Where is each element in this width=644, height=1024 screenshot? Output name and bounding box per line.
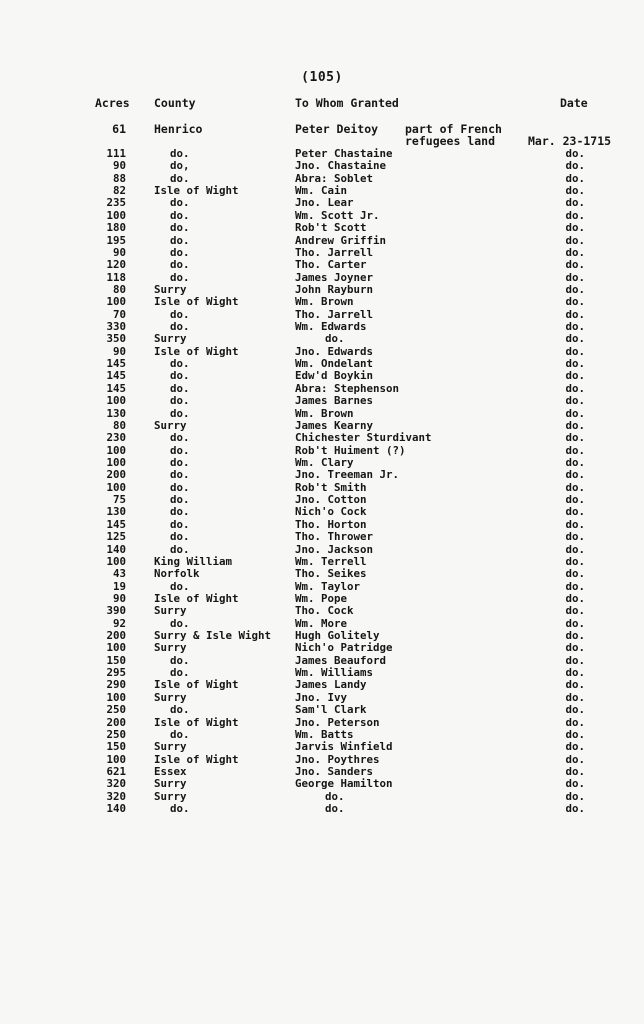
table-row <box>0 568 644 580</box>
acres-cell: 100 <box>106 208 126 222</box>
date-cell: do. <box>565 406 585 420</box>
county-cell: do. <box>170 270 190 284</box>
date-cell: do. <box>565 196 585 210</box>
table-row <box>0 741 644 753</box>
grantee-cell: Wm. Clary <box>295 456 354 469</box>
county-cell: do. <box>170 468 190 482</box>
acres-cell: 90 <box>112 245 126 259</box>
date-cell: do. <box>565 752 585 766</box>
county-cell: do. <box>170 320 190 334</box>
county-cell: do. <box>170 579 190 593</box>
table-row <box>0 791 644 803</box>
acres-cell: 180 <box>106 221 126 235</box>
table-row <box>0 679 644 691</box>
acres-cell: 140 <box>106 802 126 816</box>
acres-cell: 330 <box>106 320 126 334</box>
acres-cell: 61 <box>112 122 126 136</box>
acres-cell: 100 <box>106 394 126 408</box>
date-cell: do. <box>565 431 585 445</box>
date-cell: do. <box>565 184 585 198</box>
grantee-cell: Nich'o Patridge <box>295 641 393 655</box>
date-cell: do. <box>565 690 585 704</box>
acres-cell: 100 <box>106 641 126 655</box>
grantee-cell: Tho. Jarrell <box>295 307 374 321</box>
date-cell: do. <box>565 344 585 358</box>
date-cell: do. <box>565 802 585 816</box>
header-grantee: To Whom Granted <box>295 96 399 110</box>
date-cell: do. <box>565 159 585 173</box>
grantee-cell: Abra: Soblet <box>295 171 374 185</box>
acres-cell: 92 <box>112 616 126 630</box>
date-cell: do. <box>565 604 585 618</box>
county-cell: do. <box>170 456 190 469</box>
acres-cell: 80 <box>112 418 126 432</box>
grantee-cell: Sam'l Clark <box>295 703 367 717</box>
county-cell: Surry <box>154 777 187 791</box>
acres-cell: 100 <box>106 690 126 704</box>
grantee-cell: Wm. Brown <box>295 406 354 420</box>
grantee-cell: Jno. Lear <box>295 196 354 210</box>
date-cell: do. <box>565 307 585 321</box>
acres-cell: 621 <box>106 765 126 778</box>
grantee-cell: Wm. Scott Jr. <box>295 208 380 222</box>
grantee-cell: James Beauford <box>295 653 387 667</box>
grantee-cell: Abra: Stephenson <box>295 381 400 395</box>
date-cell: do. <box>565 666 585 680</box>
county-cell: do. <box>170 171 190 185</box>
county-cell: Surry <box>154 604 187 618</box>
date-cell: do. <box>565 208 585 222</box>
acres-cell: 100 <box>106 554 126 568</box>
date-cell: do. <box>565 468 585 482</box>
acres-cell: 75 <box>112 493 126 507</box>
grantee-cell: George Hamilton <box>295 777 393 791</box>
grantee-cell: Hugh Golitely <box>295 629 380 643</box>
date-cell: do. <box>565 394 585 408</box>
acres-cell: 250 <box>106 703 126 717</box>
date-cell: do. <box>565 542 585 556</box>
acres-cell: 320 <box>106 777 126 791</box>
table-row <box>0 296 644 308</box>
grantee-cell: Wm. Taylor <box>295 579 361 593</box>
grantee-cell: do. <box>325 789 345 803</box>
table-row <box>0 803 644 815</box>
table-row <box>0 605 644 617</box>
date-cell: do. <box>565 517 585 531</box>
grantee-cell: Tho. Horton <box>295 517 367 531</box>
county-cell: do. <box>170 394 190 408</box>
acres-cell: 320 <box>106 789 126 803</box>
county-cell: do. <box>170 517 190 531</box>
header-acres: Acres <box>95 96 130 110</box>
acres-cell: 125 <box>106 530 126 544</box>
grantee-cell: Jno. Chastaine <box>295 159 387 173</box>
acres-cell: 88 <box>112 171 126 185</box>
county-cell: Isle of Wight <box>154 591 239 605</box>
grantee-cell: Jarvis Winfield <box>295 740 393 754</box>
acres-cell: 230 <box>106 431 126 445</box>
table-row <box>0 370 644 382</box>
date-cell: do. <box>565 493 585 507</box>
date-cell: do. <box>565 715 585 729</box>
table-row <box>0 704 644 716</box>
county-cell: Isle of Wight <box>154 715 239 729</box>
grantee-cell: James Kearny <box>295 418 374 432</box>
county-cell: do. <box>170 616 190 630</box>
date-cell: do. <box>565 591 585 605</box>
acres-cell: 200 <box>106 629 126 643</box>
table-row <box>0 395 644 407</box>
acres-cell: 90 <box>112 159 126 173</box>
county-cell: do. <box>170 542 190 556</box>
table-row <box>0 432 644 444</box>
date-cell: do. <box>565 245 585 259</box>
table-row <box>0 222 644 234</box>
date-cell: do. <box>565 641 585 655</box>
county-cell: Surry <box>154 789 187 803</box>
county-cell: do. <box>170 530 190 544</box>
acres-cell: 140 <box>106 542 126 556</box>
date-cell: do. <box>565 480 585 494</box>
date-cell: do. <box>565 381 585 395</box>
county-cell: do. <box>170 653 190 667</box>
county-cell: Surry & Isle Wight <box>154 629 272 643</box>
date-cell: do. <box>565 443 585 457</box>
date-cell: do. <box>565 418 585 432</box>
date-cell: do. <box>565 270 585 284</box>
county-cell: Isle of Wight <box>154 678 239 692</box>
date-cell: do. <box>565 727 585 741</box>
county-cell: do. <box>170 233 190 247</box>
county-cell: Isle of Wight <box>154 295 239 309</box>
county-cell: do. <box>170 666 190 680</box>
date-cell: do. <box>565 221 585 235</box>
county-cell: Isle of Wight <box>154 184 239 198</box>
county-cell: do. <box>170 147 190 160</box>
grantee-cell: Jno. Cotton <box>295 493 367 507</box>
acres-cell: 145 <box>106 369 126 383</box>
date-cell: do. <box>565 456 585 469</box>
date-cell: do. <box>565 282 585 296</box>
acres-cell: 195 <box>106 233 126 247</box>
county-cell: do. <box>170 480 190 494</box>
note-line-2: refugees land <box>405 134 496 148</box>
table-row <box>0 321 644 333</box>
acres-cell: 100 <box>106 752 126 766</box>
grantee-cell: Jno. Treeman Jr. <box>295 468 400 482</box>
date-cell: do. <box>565 171 585 185</box>
county-cell: do. <box>170 443 190 457</box>
date-cell: do. <box>565 678 585 692</box>
acres-cell: 350 <box>106 332 126 346</box>
county-cell: Norfolk <box>154 567 200 581</box>
date-cell: do. <box>565 703 585 717</box>
grantee-cell: Wm. Batts <box>295 727 354 741</box>
date-cell: do. <box>565 530 585 544</box>
county-cell: Surry <box>154 332 187 346</box>
date-cell: do. <box>565 147 585 160</box>
acres-cell: 43 <box>112 567 126 581</box>
grantee-cell: Chichester Sturdivant <box>295 431 432 445</box>
table-row <box>0 506 644 518</box>
county-cell: Essex <box>154 765 187 778</box>
grantee-cell: Jno. Jackson <box>295 542 374 556</box>
grantee-cell: Wm. Ondelant <box>295 357 374 371</box>
date-cell: do. <box>565 233 585 247</box>
grantee-cell: Peter Chastaine <box>295 147 393 160</box>
acres-cell: 111 <box>106 147 126 160</box>
grantee-cell: John Rayburn <box>295 282 374 296</box>
page-number: (105) <box>301 70 343 85</box>
grantee-cell: Jno. Poythres <box>295 752 380 766</box>
grantee-cell: Wm. More <box>295 616 348 630</box>
table-row <box>0 197 644 209</box>
grantee-cell: Nich'o Cock <box>295 505 367 519</box>
acres-cell: 200 <box>106 715 126 729</box>
county-cell: do. <box>170 208 190 222</box>
acres-cell: 80 <box>112 282 126 296</box>
date-cell: do. <box>565 777 585 791</box>
county-cell: do. <box>170 727 190 741</box>
grantee-cell: Wm. Terrell <box>295 554 367 568</box>
table-row <box>0 333 644 345</box>
grantee-cell: Tho. Jarrell <box>295 245 374 259</box>
date-cell: do. <box>565 629 585 643</box>
grantee-cell: Rob't Huiment (?) <box>295 443 406 457</box>
grantee-cell: Tho. Cock <box>295 604 354 618</box>
acres-cell: 100 <box>106 456 126 469</box>
acres-cell: 70 <box>112 307 126 321</box>
grantee-cell: Wm. Brown <box>295 295 354 309</box>
county-cell: Surry <box>154 641 187 655</box>
acres-cell: 100 <box>106 480 126 494</box>
date-cell: do. <box>565 320 585 334</box>
grantee-cell: Wm. Williams <box>295 666 374 680</box>
acres-cell: 90 <box>112 591 126 605</box>
acres-cell: 130 <box>106 406 126 420</box>
acres-cell: 82 <box>112 184 126 198</box>
acres-cell: 235 <box>106 196 126 210</box>
note-line-1: part of French <box>405 122 502 136</box>
county-cell: do. <box>170 245 190 259</box>
county-cell: do. <box>170 431 190 445</box>
acres-cell: 145 <box>106 517 126 531</box>
acres-cell: 120 <box>106 258 126 272</box>
grantee-cell: Wm. Pope <box>295 591 348 605</box>
date-cell: do. <box>565 554 585 568</box>
grantee-cell: James Joyner <box>295 270 374 284</box>
county-cell: Isle of Wight <box>154 344 239 358</box>
county-cell: do. <box>170 357 190 371</box>
date-cell: do. <box>565 789 585 803</box>
header-county: County <box>154 96 196 110</box>
date-cell: do. <box>565 369 585 383</box>
acres-cell: 100 <box>106 295 126 309</box>
date-cell: do. <box>565 579 585 593</box>
acres-cell: 390 <box>106 604 126 618</box>
acres-cell: 250 <box>106 727 126 741</box>
county-cell: do. <box>170 221 190 235</box>
acres-cell: 130 <box>106 505 126 519</box>
county-cell: Isle of Wight <box>154 752 239 766</box>
date-cell: do. <box>565 616 585 630</box>
grantee-cell: Wm. Cain <box>295 184 348 198</box>
grantee-cell: Rob't Smith <box>295 480 367 494</box>
grantee-cell: Peter Deitoy <box>295 122 379 136</box>
date-cell: do. <box>565 258 585 272</box>
county-cell: do. <box>170 406 190 420</box>
grantee-cell: Tho. Seikes <box>295 567 367 581</box>
date-cell: Mar. 23-1715 <box>528 134 612 148</box>
date-cell: do. <box>565 653 585 667</box>
county-cell: do. <box>170 802 190 816</box>
table-row <box>0 778 644 790</box>
acres-cell: 150 <box>106 740 126 754</box>
grantee-cell: James Barnes <box>295 394 374 408</box>
grantee-cell: Jno. Edwards <box>295 344 374 358</box>
county-cell: do. <box>170 381 190 395</box>
county-cell: Surry <box>154 282 187 296</box>
grantee-cell: Wm. Edwards <box>295 320 367 334</box>
acres-cell: 295 <box>106 666 126 680</box>
county-cell: do. <box>170 369 190 383</box>
grantee-cell: Jno. Peterson <box>295 715 380 729</box>
county-cell: do. <box>170 703 190 717</box>
county-cell: Surry <box>154 740 187 754</box>
date-cell: do. <box>565 765 585 778</box>
date-cell: do. <box>565 740 585 754</box>
acres-cell: 145 <box>106 357 126 371</box>
county-cell: do, <box>170 159 190 173</box>
table-row <box>0 469 644 481</box>
grantee-cell: James Landy <box>295 678 367 692</box>
county-cell: Surry <box>154 418 187 432</box>
grantee-cell: Edw'd Boykin <box>295 369 374 383</box>
county-cell: King William <box>154 554 233 568</box>
date-cell: do. <box>565 332 585 346</box>
acres-cell: 200 <box>106 468 126 482</box>
date-cell: do. <box>565 567 585 581</box>
acres-cell: 19 <box>112 579 126 593</box>
grantee-cell: Tho. Carter <box>295 258 367 272</box>
county-cell: Surry <box>154 690 187 704</box>
county-cell: do. <box>170 258 190 272</box>
acres-cell: 150 <box>106 653 126 667</box>
county-cell: do. <box>170 505 190 519</box>
county-cell: do. <box>170 196 190 210</box>
grantee-cell: Rob't Scott <box>295 221 367 235</box>
header-date: Date <box>560 96 588 110</box>
acres-cell: 90 <box>112 344 126 358</box>
county-cell: do. <box>170 307 190 321</box>
grantee-cell: Jno. Ivy <box>295 690 348 704</box>
acres-cell: 100 <box>106 443 126 457</box>
table-row <box>0 531 644 543</box>
table-row <box>0 259 644 271</box>
table-row <box>0 160 644 172</box>
date-cell: do. <box>565 295 585 309</box>
county-cell: Henrico <box>154 122 203 136</box>
acres-cell: 118 <box>106 270 126 284</box>
grantee-cell: Andrew Griffin <box>295 233 387 247</box>
county-cell: do. <box>170 493 190 507</box>
grantee-cell: do. <box>325 802 345 816</box>
grantee-cell: do. <box>325 332 345 346</box>
grantee-cell: Tho. Thrower <box>295 530 374 544</box>
acres-cell: 145 <box>106 381 126 395</box>
acres-cell: 290 <box>106 678 126 692</box>
table-row <box>0 642 644 654</box>
grantee-cell: Jno. Sanders <box>295 765 374 778</box>
date-cell: do. <box>565 357 585 371</box>
date-cell: do. <box>565 505 585 519</box>
